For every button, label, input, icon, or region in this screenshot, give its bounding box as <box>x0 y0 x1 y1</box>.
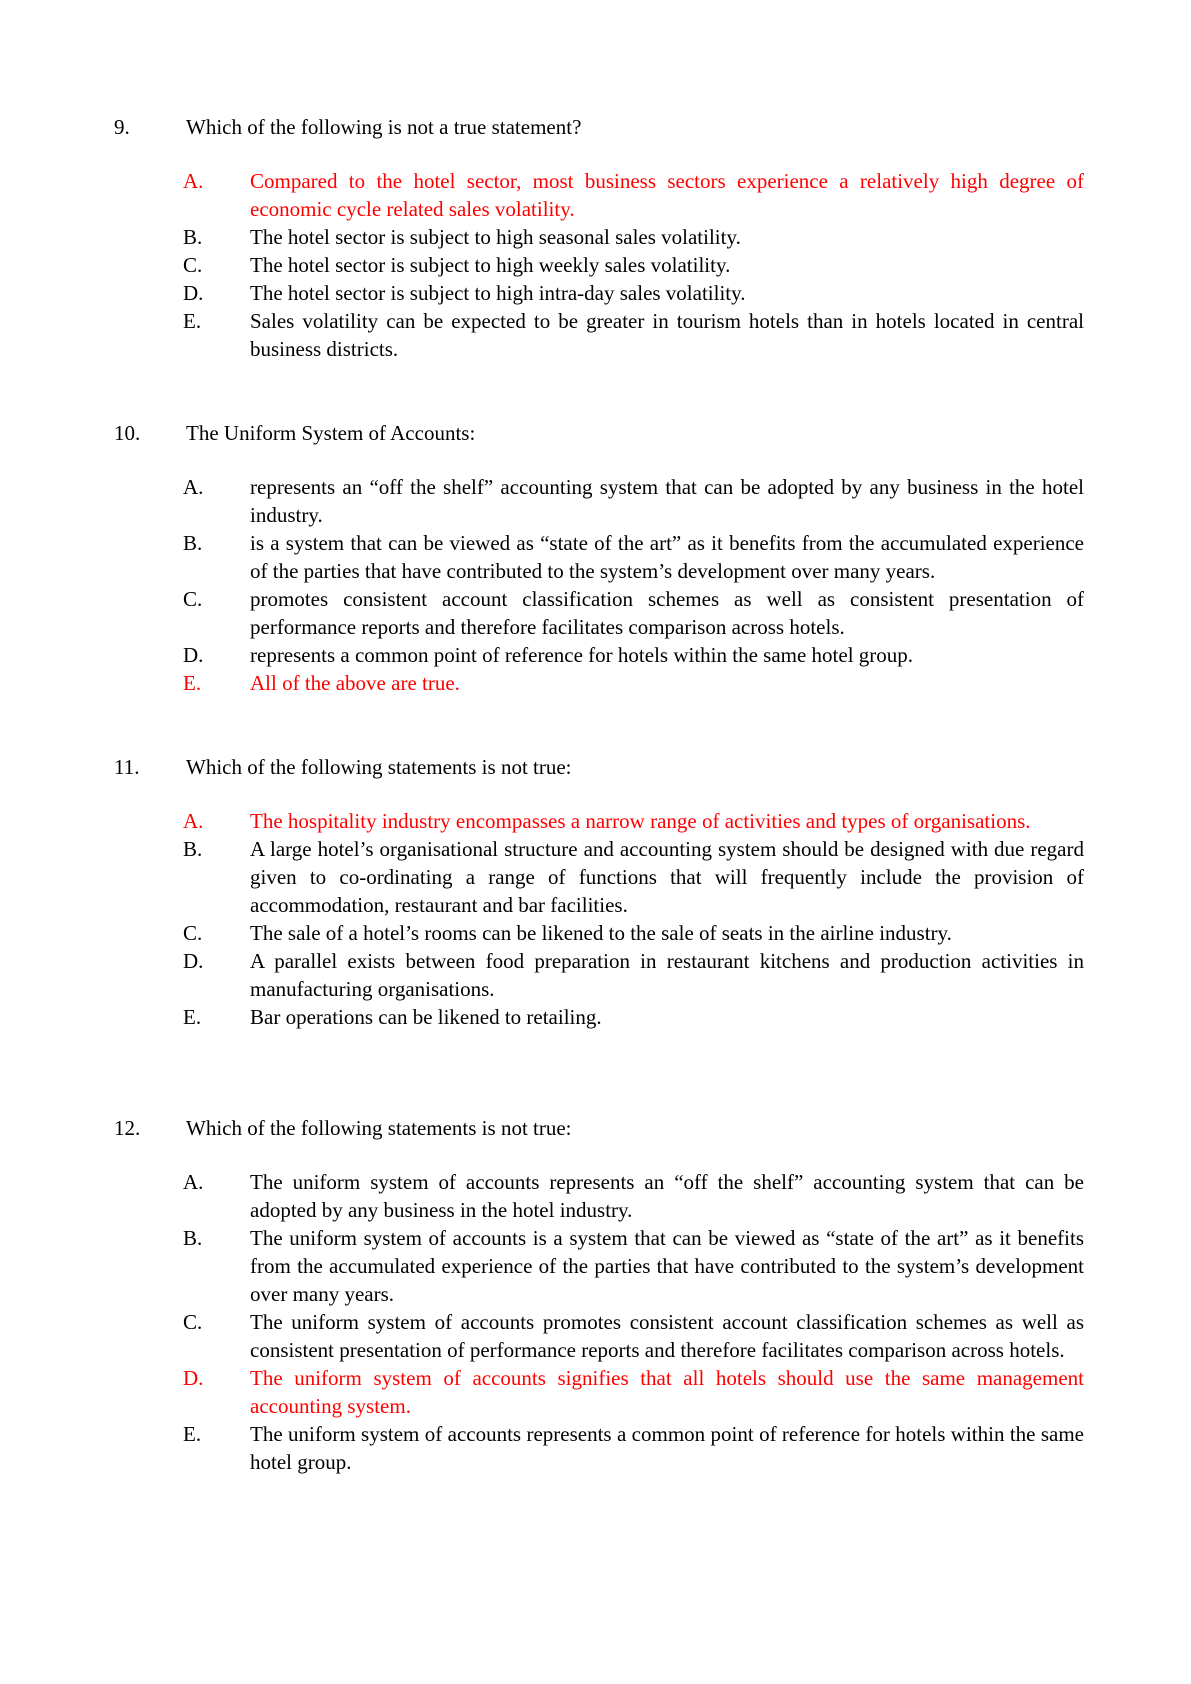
option-list <box>0 1168 1191 1476</box>
option-a <box>0 807 1191 835</box>
option-e <box>0 669 1191 697</box>
option-letter: B. <box>183 225 203 249</box>
option-d <box>0 641 1191 669</box>
option-c <box>0 919 1191 947</box>
option-letter: C. <box>183 1310 203 1334</box>
question-number: 11. <box>114 755 140 779</box>
question-9 <box>0 112 1191 361</box>
option-text: The uniform system of accounts represents an “off the shelf” accounting system that can be adopted by any business in the hotel industry. <box>250 1170 1084 1222</box>
option-list <box>0 167 1191 363</box>
option-text: is a system that can be viewed as “state of the art” as it benefits from the accumulated experience of the parties that have contributed to the system’s development over many years. <box>250 531 1084 583</box>
option-text: Sales volatility can be expected to be greater in tourism hotels than in hotels located in central business districts. <box>250 309 1084 361</box>
option-c <box>0 1308 1191 1364</box>
option-letter: B. <box>183 1226 203 1250</box>
option-letter: E. <box>183 1005 202 1029</box>
option-text: All of the above are true. <box>250 671 460 695</box>
option-letter: A. <box>183 475 204 499</box>
option-letter: D. <box>183 949 204 973</box>
option-text: The sale of a hotel’s rooms can be likened to the sale of seats in the airline industry. <box>250 921 952 945</box>
question-12 <box>0 1113 1191 1474</box>
option-list <box>0 473 1191 697</box>
option-e <box>0 1420 1191 1476</box>
option-list <box>0 807 1191 1031</box>
question-text: Which of the following statements is not true: <box>186 1116 572 1140</box>
option-text: Compared to the hotel sector, most business sectors experience a relatively high degree of economic cycle related sales volatility. <box>250 169 1084 221</box>
option-letter: D. <box>183 281 204 305</box>
option-text: represents a common point of reference for hotels within the same hotel group. <box>250 643 914 667</box>
option-d <box>0 1364 1191 1420</box>
option-a <box>0 1168 1191 1224</box>
question-header <box>0 418 1191 448</box>
option-b <box>0 223 1191 251</box>
question-header <box>0 752 1191 782</box>
option-b <box>0 529 1191 585</box>
option-a <box>0 167 1191 223</box>
option-letter: A. <box>183 169 204 193</box>
option-letter: C. <box>183 587 203 611</box>
option-letter: A. <box>183 1170 204 1194</box>
option-text: Bar operations can be likened to retailing. <box>250 1005 602 1029</box>
question-text: Which of the following is not a true statement? <box>186 115 582 139</box>
option-text: The hotel sector is subject to high seasonal sales volatility. <box>250 225 741 249</box>
question-header <box>0 1113 1191 1143</box>
option-b <box>0 835 1191 919</box>
option-text: represents an “off the shelf” accounting system that can be adopted by any business in the hotel industry. <box>250 475 1084 527</box>
question-text: The Uniform System of Accounts: <box>186 421 476 445</box>
option-d <box>0 947 1191 1003</box>
option-letter: A. <box>183 809 204 833</box>
option-letter: D. <box>183 643 204 667</box>
option-letter: E. <box>183 1422 202 1446</box>
option-text: The uniform system of accounts promotes consistent account classification schemes as well as consistent presentation of performance reports and therefore facilitates comparison across hotels. <box>250 1310 1084 1362</box>
option-e <box>0 1003 1191 1031</box>
question-number: 9. <box>114 115 130 139</box>
question-number: 10. <box>114 421 141 445</box>
option-b <box>0 1224 1191 1308</box>
option-text: The uniform system of accounts signifies that all hotels should use the same management accounting system. <box>250 1366 1084 1418</box>
option-c <box>0 251 1191 279</box>
option-letter: B. <box>183 837 203 861</box>
option-text: The hotel sector is subject to high intra-day sales volatility. <box>250 281 746 305</box>
option-letter: D. <box>183 1366 204 1390</box>
option-c <box>0 585 1191 641</box>
question-10 <box>0 418 1191 695</box>
option-letter: C. <box>183 253 203 277</box>
question-header <box>0 112 1191 142</box>
question-text: Which of the following statements is not true: <box>186 755 572 779</box>
option-text: promotes consistent account classification schemes as well as consistent presentation of performance reports and therefore facilitates comparison across hotels. <box>250 587 1084 639</box>
option-letter: E. <box>183 309 202 333</box>
option-text: The uniform system of accounts represents a common point of reference for hotels within the same hotel group. <box>250 1422 1084 1474</box>
option-letter: B. <box>183 531 203 555</box>
option-text: A large hotel’s organisational structure and accounting system should be designed with due regard given to co-ordinating a range of functions that will frequently include the provision of accommodation, restaurant and bar facilities. <box>250 837 1084 917</box>
option-text: The hospitality industry encompasses a narrow range of activities and types of organisations. <box>250 809 1031 833</box>
option-letter: E. <box>183 671 202 695</box>
option-d <box>0 279 1191 307</box>
question-number: 12. <box>114 1116 141 1140</box>
option-text: The uniform system of accounts is a system that can be viewed as “state of the art” as it benefits from the accumulated experience of the parties that have contributed to the system’s development over many years. <box>250 1226 1084 1306</box>
option-letter: C. <box>183 921 203 945</box>
option-e <box>0 307 1191 363</box>
option-text: A parallel exists between food preparation in restaurant kitchens and production activities in manufacturing organisations. <box>250 949 1084 1001</box>
question-11 <box>0 752 1191 1029</box>
option-a <box>0 473 1191 529</box>
option-text: The hotel sector is subject to high weekly sales volatility. <box>250 253 731 277</box>
